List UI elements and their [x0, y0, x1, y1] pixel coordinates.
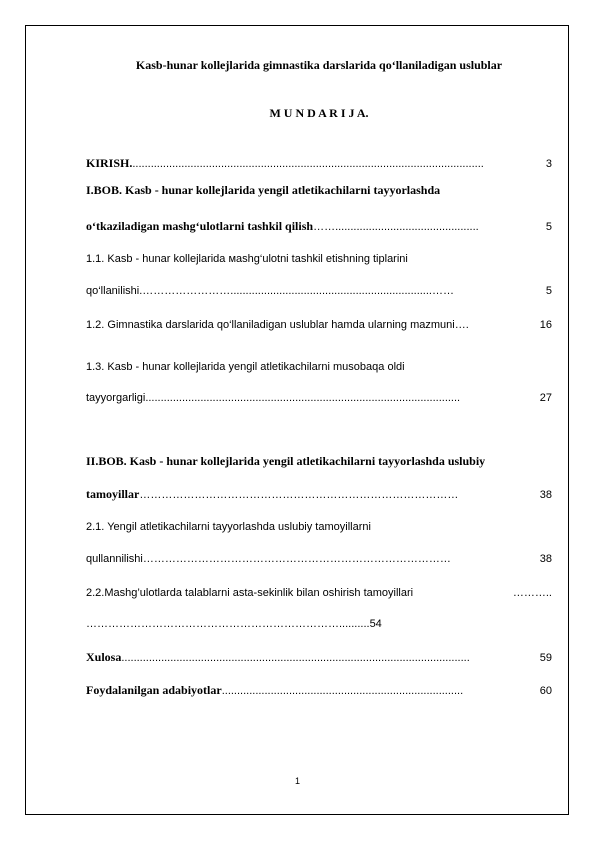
toc-entry-2-2-line1[interactable] — [86, 585, 552, 601]
toc-dots: ……............................................... — [313, 221, 479, 233]
toc-entry-1-1-line2[interactable] — [86, 283, 552, 299]
toc-dots: ………………………………………………………………………… — [142, 553, 451, 565]
toc-label: 1.3. Kasb - hunar kollejlarida yengil atletikachilarni musobaqa oldi — [86, 361, 405, 373]
toc-label: tamoyillar — [86, 487, 140, 501]
toc-entry-bob2-line1[interactable] — [86, 453, 552, 469]
toc-entry-bob1-line2[interactable] — [86, 218, 552, 235]
toc-dots: ....................................................................................................... — [145, 392, 461, 404]
toc-label: II.BOB. Kasb - hunar kollejlarida yengil atletikachilarni tayyorlashda uslubiy — [86, 454, 486, 468]
toc-entry-1-1-line1[interactable] — [86, 251, 552, 267]
toc-entry-bob1-line1[interactable] — [86, 182, 552, 198]
toc-page: 54 — [369, 618, 382, 630]
toc-entry-1-3-line2[interactable] — [86, 390, 552, 406]
toc-label: 2.1. Yengil atletikachilarni tayyorlashda uslubiy tamoyillarni — [86, 521, 371, 533]
toc-label: Xulosa — [86, 650, 122, 664]
toc-dots: ............................................................................... — [221, 685, 464, 697]
toc-page: 38 — [539, 489, 552, 501]
toc-entry-1-3-line1[interactable] — [86, 359, 552, 375]
toc-page: 27 — [539, 392, 552, 404]
toc-label: 2.2.Mashg’ulotlarda talablarni asta-sekinlik bilan oshirish tamoyillari — [86, 587, 414, 599]
toc-page: 59 — [539, 652, 552, 664]
toc-label: I.BOB. Kasb - hunar kollejlarida yengil atletikachilarni tayyorlashda — [86, 183, 441, 197]
toc-label: Foydalanilgan adabiyotlar — [86, 683, 222, 697]
toc-label: 1.2. Gimnastika darslarida qo‘llaniladigan uslublar hamda ularning mazmuni — [86, 319, 455, 331]
toc-entry-bob2-line2[interactable] — [86, 486, 552, 503]
toc-page: 5 — [545, 285, 552, 297]
toc-label: 1.1. Kasb - hunar kollejlarida мashg‘ulotni tashkil etishning tiplarini — [86, 253, 408, 265]
toc-dots: ................................................................................................................... — [132, 158, 484, 170]
toc-entry-2-2-line2[interactable] — [86, 616, 552, 632]
toc-dots: ……….. — [512, 587, 552, 599]
toc-page: 38 — [539, 553, 552, 565]
toc-dots: …. — [454, 319, 469, 331]
toc-label: qullannilishi — [86, 553, 143, 565]
document-heading: Kasb-hunar kollejlarida gimnastika darslarida qo‘llaniladigan uslublar — [135, 58, 503, 72]
toc-entry-xulosa[interactable] — [86, 649, 552, 666]
toc-label: tayyorgarligi — [86, 392, 146, 404]
toc-entry-2-1-line2[interactable] — [86, 551, 552, 567]
toc-dots: ……………………..................................................................…… — [142, 285, 454, 297]
page-number: 1 — [294, 776, 300, 786]
toc-page: 3 — [545, 158, 552, 170]
toc-page: 60 — [539, 685, 552, 697]
toc-entry-kirish[interactable] — [86, 155, 552, 172]
toc-entry-foydalanilgan-adabiyotlar[interactable] — [86, 682, 552, 699]
toc-dots: …………………………………………………………………………… — [139, 489, 459, 501]
toc-page: 16 — [539, 319, 552, 331]
toc-label: qo‘llanilishi. — [86, 285, 143, 297]
toc-label: KIRISH. — [86, 156, 133, 170]
toc-dots: .................................................................................................................. — [121, 652, 470, 664]
toc-entry-1-2[interactable] — [86, 317, 552, 333]
toc-page: 5 — [545, 221, 552, 233]
toc-title: M U N D A R I J A. — [269, 106, 369, 120]
toc-entry-2-1-line1[interactable] — [86, 519, 552, 535]
toc-dots: …………………………………………………………….......... — [86, 618, 370, 630]
toc-label: o‘tkaziladigan mashg‘ulotlarni tashkil qilish — [86, 219, 314, 233]
